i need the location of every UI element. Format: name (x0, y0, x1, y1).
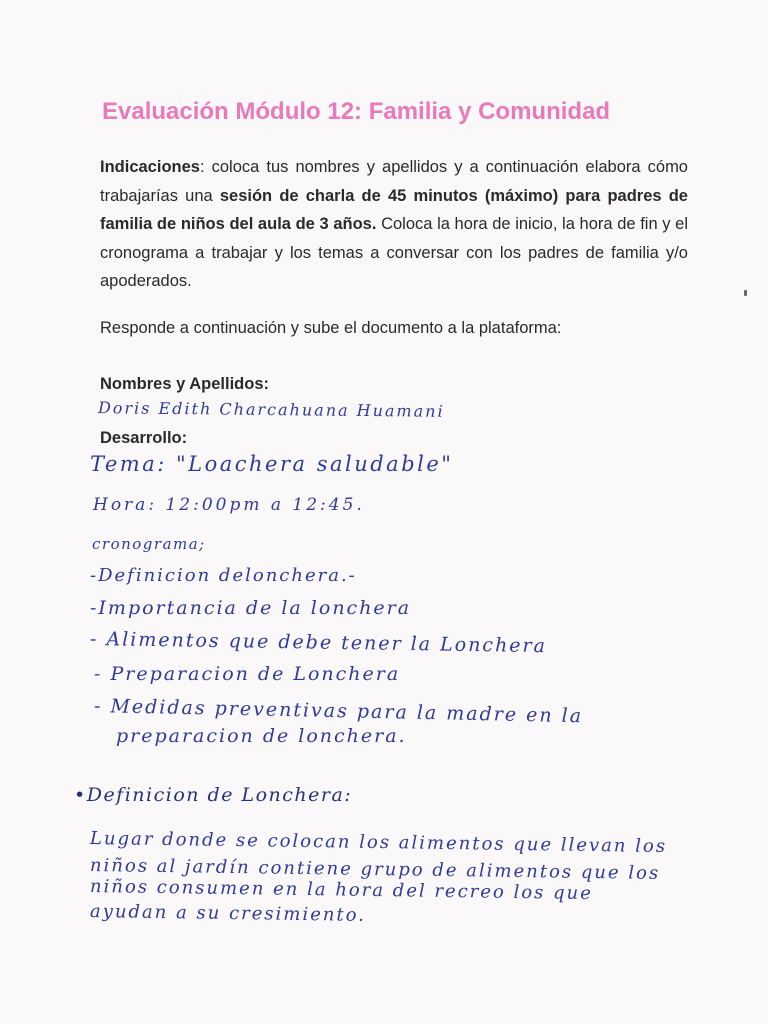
respond-instruction: Responde a continuación y sube el documento a la plataforma: (100, 319, 562, 337)
definition-line: Lugar donde se colocan los alimentos que llevan los (89, 828, 668, 858)
handwritten-tema: Tema: "Loachera saludable" (90, 452, 454, 476)
definition-line: ayudan a su cresimiento. (89, 901, 367, 926)
definition-line: niños consumen en la hora del recreo los que (89, 876, 594, 905)
development-label: Desarrollo: (100, 429, 188, 447)
handwritten-hora: Hora: 12:00pm a 12:45. (93, 495, 365, 515)
handwritten-name: Doris Edith Charcahuana Huamani (97, 398, 445, 421)
instructions-bold: sesión de charla de 45 minutos (máximo) para padres de familia de niños del aula de 3 años. (100, 186, 688, 233)
handwritten-cronograma: cronograma; (92, 535, 206, 553)
schedule-item: -Importancia de la lonchera (90, 597, 412, 619)
definition-title: •Definicion de Lonchera: (74, 784, 353, 806)
schedule-item: - Preparacion de Lonchera (94, 663, 401, 685)
definition-line: niños al jardín contiene grupo de alimentos que los (89, 855, 661, 884)
scan-speck (744, 290, 747, 296)
instructions-label: Indicaciones (100, 158, 200, 176)
instructions-text-1: : coloca tus nombres y apellidos y a continuación elabora cómo trabajarías una (100, 158, 688, 205)
schedule-item: - Alimentos que debe tener la Lonchera (89, 628, 548, 658)
instructions-paragraph (100, 153, 688, 296)
page-title: Evaluación Módulo 12: Familia y Comunidad (102, 98, 611, 125)
names-label: Nombres y Apellidos: (100, 375, 270, 393)
schedule-item-5-line-2: preparacion de lonchera. (116, 725, 407, 747)
schedule-item-5-line-1: - Medidas preventivas para la madre en la (93, 695, 584, 728)
schedule-item: -Definicion delonchera.- (90, 565, 357, 586)
instructions-text-2: Coloca la hora de inicio, la hora de fin y el cronograma a trabajar y los temas a conversar con los padres de familia y/o apoderados. (100, 215, 689, 290)
